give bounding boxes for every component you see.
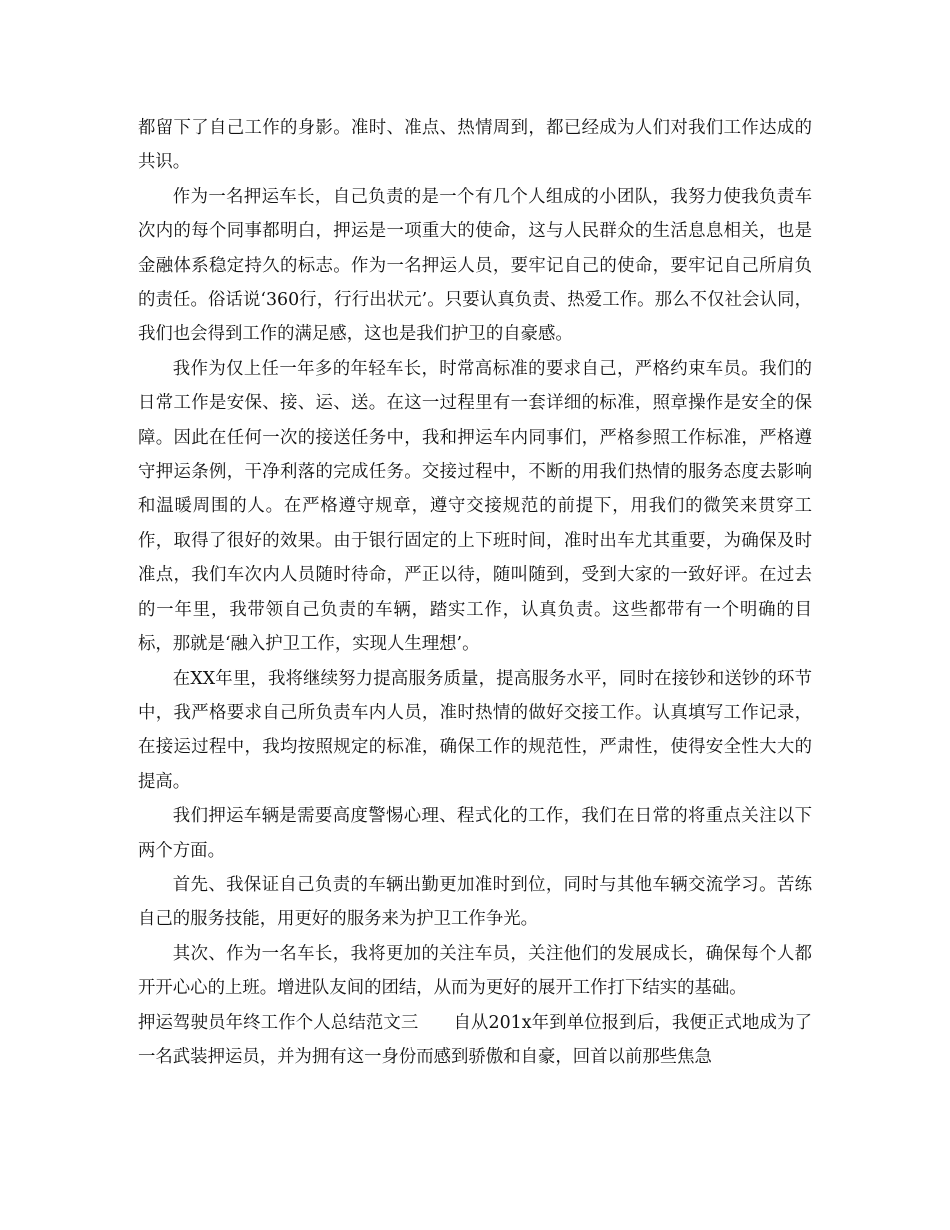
paragraph-convoy-leader-duty: 作为一名押运车长，自己负责的是一个有几个人组成的小团队，我努力使我负责车次内的每个同事都明白，押运是一项重大的使命，这与人民群众的生活息息相关，也是金融体系稳定持久的标志。作为一名押运人员，要牢记自己的使命，要牢记自己所肩负的责任。俗话说‘360行，行行出状元’。只要认真负责、热爱工作。那么不仅社会认同，我们也会得到工作的满足感，这也是我们护卫的自豪感。 [138, 186, 812, 345]
paragraph-next-year-plan: 在XX年里，我将继续努力提高服务质量，提高服务水平，同时在接钞和送钞的环节中，我严格要求自己所负责车内人员，准时热情的做好交接工作。认真填写工作记录，在接运过程中，我均按照规定的标准，确保工作的规范性，严肃性，使得安全性大大的提高。 [138, 668, 812, 792]
paragraph-daily-work-standards: 我作为仅上任一年多的年轻车长，时常高标准的要求自己，严格约束车员。我们的日常工作是安保、接、运、送。在这一过程里有一套详细的标准，照章操作是安全的保障。因此在任何一次的接送任务中，我和押运车内同事们，严格参照工作标准，严格遵守押运条例，干净利落的完成任务。交接过程中，不断的用我们热情的服务态度去影响和温暖周围的人。在严格遵守规章，遵守交接规范的前提下，用我们的微笑来贯穿工作，取得了很好的效果。由于银行固定的上下班时间，准时出车尤其重要，为确保及时准点，我们车次内人员随时待命，严正以待，随叫随到，受到大家的一致好评。在过去的一年里，我带领自己负责的车辆，踏实工作，认真负责。这些都带有一个明确的目标，那就是‘融入护卫工作，实现人生理想’。 [138, 358, 812, 655]
document-body [138, 111, 812, 1074]
paragraph-focus-intro: 我们押运车辆是需要高度警惕心理、程式化的工作，我们在日常的将重点关注以下两个方面。 [138, 806, 812, 861]
paragraph-second-point: 其次、作为一名车长，我将更加的关注车员，关注他们的发展成长，确保每个人都开开心心的上班。增进队友间的团结，从而为更好的展开工作打下结实的基础。 [138, 943, 812, 999]
paragraph-sample-three-start: 押运驾驶员年终工作个人总结范文三 自从201x年到单位报到后，我便正式地成为了一名武装押运员，并为拥有这一身份而感到骄傲和自豪，回首以前那些焦急 [138, 1012, 812, 1067]
paragraph-continuation: 都留下了自己工作的身影。准时、准点、热情周到，都已经成为人们对我们工作达成的共识。 [138, 118, 812, 173]
paragraph-first-point: 首先、我保证自己负责的车辆出勤更加准时到位，同时与其他车辆交流学习。苦练自己的服务技能，用更好的服务来为护卫工作争光。 [138, 874, 812, 930]
